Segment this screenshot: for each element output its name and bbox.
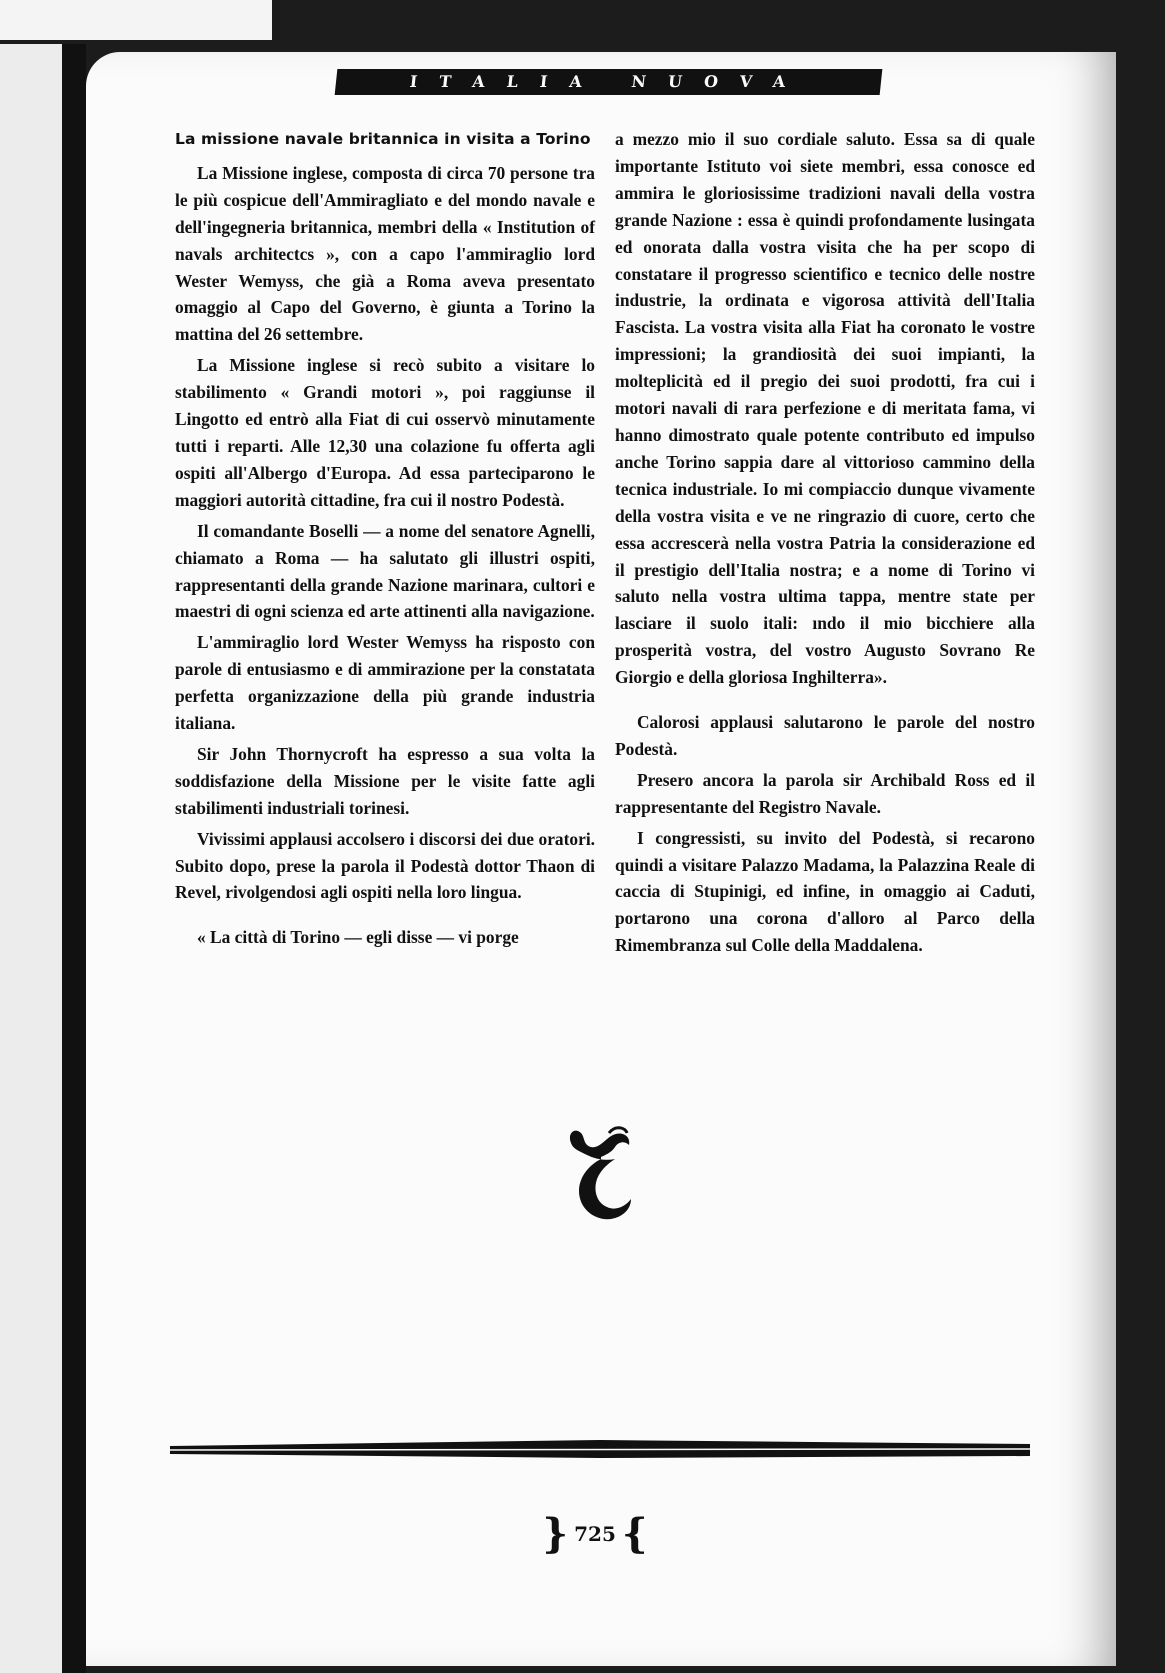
adjacent-page-edge [0, 44, 62, 1673]
paragraph: Presero ancora la parola sir Archibald Ross ed il rappresentante del Registro Navale. [615, 769, 1035, 817]
left-column [175, 126, 595, 951]
decorative-t-ornament-icon [565, 1125, 635, 1225]
running-header: ITALIA NUOVA [335, 69, 883, 95]
paragraph: « La città di Torino — egli disse — vi porge [197, 927, 519, 948]
paragraph: a mezzo mio il suo cordiale saluto. Essa sa di quale importante Istituto voi siete membri, essa conosce ed ammira le gloriosissime tradizioni navali della vostra grande Nazione : essa è quindi profondamente lusingata ed onorata dalla vostra visita che ha per scopo di constatare il progresso scientifico e tecnico delle nostre industrie, la ordinata e vigorosa attività dell'Italia Fascista. La vostra visita alla Fiat ha coronato le vostre impressioni; la grandiosità dei suoi impianti, la molteplicità ed il pregio dei suoi prodotti, fra cui i motori navali di rara perfezione e di meritata fama, vi hanno dimostrato quale potente contributo ed impulso anche Torino sappia dare al vittorioso cammino della tecnica industriale. Io mi compiaccio dunque vivamente della vostra visita e ve ne ringrazio di cuore, certo che essa accrescerà nella vostra Patria la considerazione ed il prestigio dell'Italia nostra; e a nome di Torino vi saluto nella vostra ultima tappa, mentre state per lasciare il suolo itali: ındo il mio bicchiere alla prosperità vostra, del vostro Augusto Sovrano Re Giorgio e della gloriosa Inghilterra». [615, 129, 1035, 688]
paragraph: I congressisti, su invito del Podestà, si recarono quindi a visitare Palazzo Madama, la Palazzina Reale di caccia di Stupinigi, ed infine, in omaggio ai Caduti, portarono una corona d'alloro al Parco della Rimembranza sul Colle della Maddalena. [615, 827, 1035, 956]
paragraph: La Missione inglese, composta di circa 70 persone tra le più cospicue dell'Ammiragliato e del mondo navale e dell'ingegneria britannica, membri della « Institution of navals architectcs », con a capo l'ammiraglio lord Wester Wemyss, che già a Roma aveva presentato omaggio al Capo del Governo, è giunta a Torino la mattina del 26 settembre. [175, 162, 595, 345]
paragraph: L'ammiraglio lord Wester Wemyss ha risposto con parole di entusiasmo e di ammirazione per la constatata perfetta organizzazione della più grande industria italiana. [175, 632, 595, 734]
paragraph: Calorosi applausi salutarono le parole del nostro Podestà. [615, 712, 1035, 759]
book-spine [62, 44, 86, 1673]
decorative-rule-icon [170, 1436, 1030, 1462]
page-number-text: 725 [574, 1522, 616, 1546]
article-title: La missione navale britannica in visita a Torino [175, 130, 591, 148]
scan-border [0, 0, 272, 40]
paragraph: Il comandante Boselli — a nome del senatore Agnelli, chiamato a Roma — ha salutato gli illustri ospiti, rappresentanti della grande Nazione marinara, cultori e maestri di ogni scienza ed arte attinenti alla navigazione. [175, 520, 595, 622]
page-number [540, 1509, 650, 1559]
paragraph: Vivissimi applausi accolsero i discorsi dei due oratori. Subito dopo, prese la parola il Podestà dottor Thaon di Revel, rivolgendosi agli ospiti nella loro lingua. [175, 828, 595, 903]
paragraph: La Missione inglese si recò subito a visitare lo stabilimento « Grandi motori », poi raggiunse il Lingotto ed entrò alla Fiat di cui osservò minutamente tutti i reparti. Alle 12,30 una colazione fu offerta agli ospiti all'Albergo d'Europa. Ad essa parteciparono le maggiori autorità cittadine, fra cui il nostro Podestà. [175, 355, 595, 510]
left-brace-icon: } [542, 1510, 569, 1557]
right-brace-icon: { [621, 1510, 648, 1557]
paragraph: Sir John Thornycroft ha espresso a sua volta la soddisfazione della Missione per le visite fatte agli stabilimenti industriali torinesi. [175, 743, 595, 818]
right-column [615, 126, 1035, 959]
